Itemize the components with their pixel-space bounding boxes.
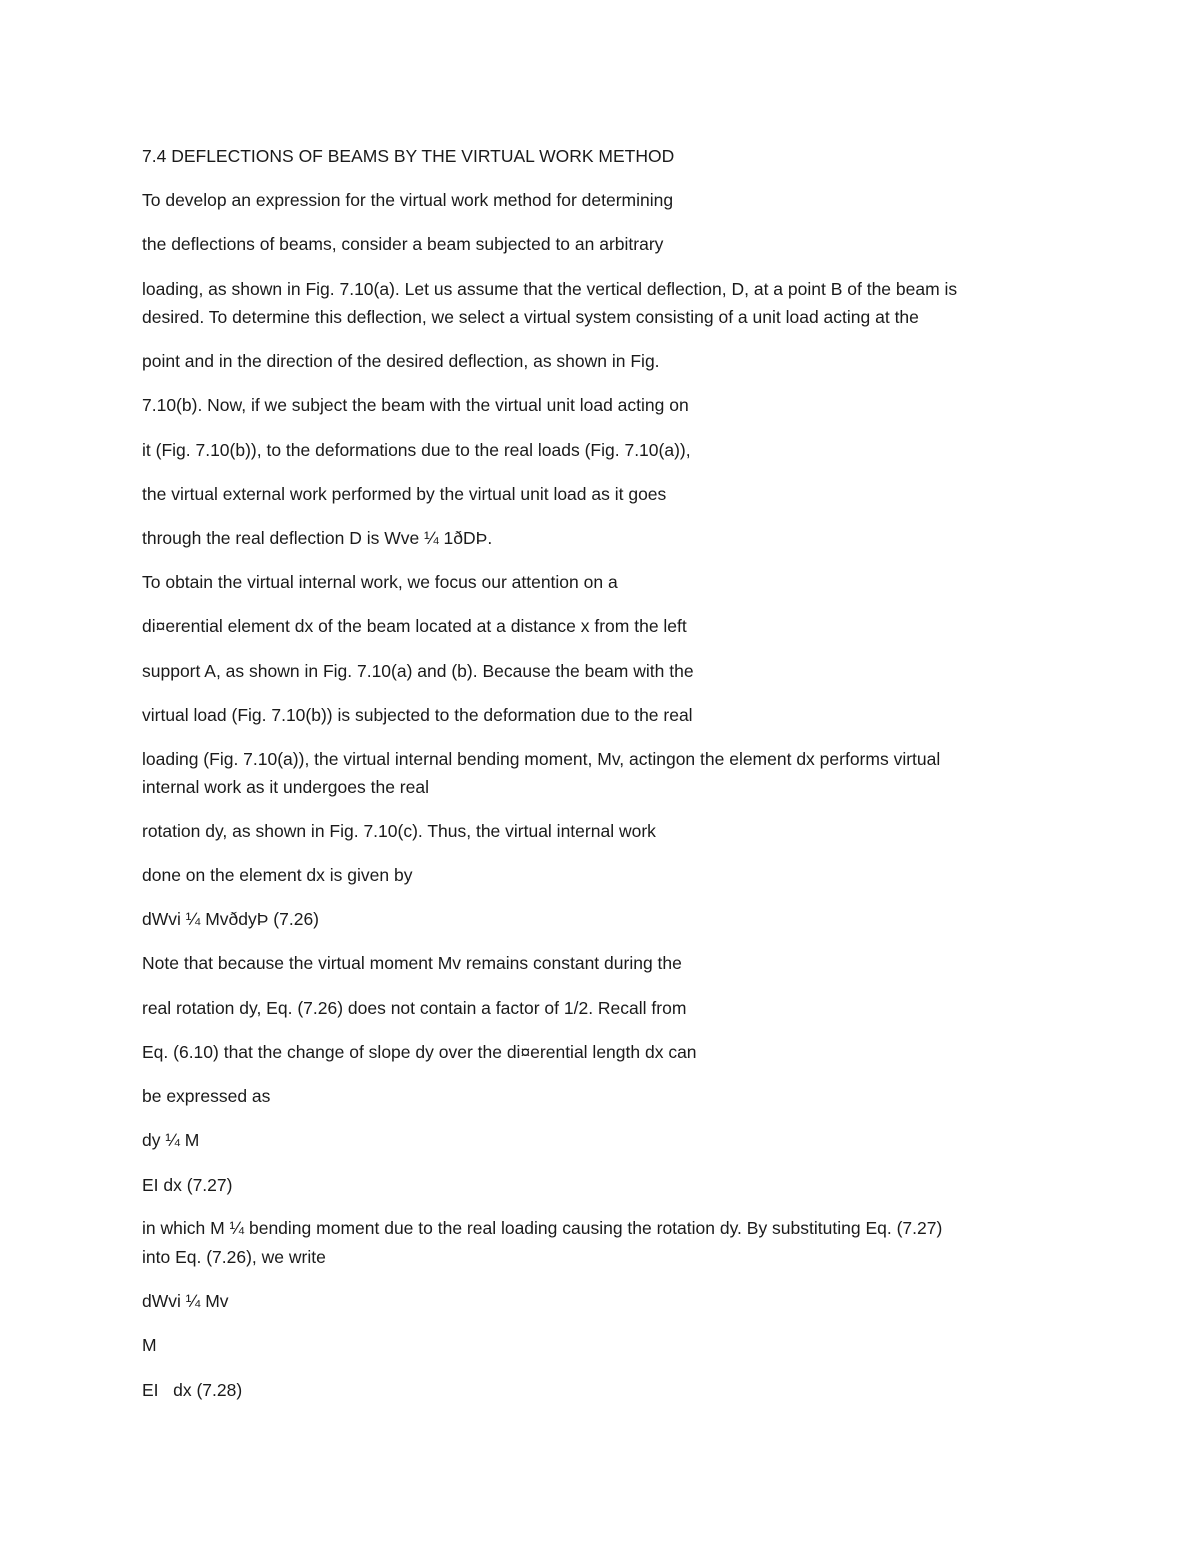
section-heading: 7.4 DEFLECTIONS OF BEAMS BY THE VIRTUAL WORK METHOD	[142, 146, 675, 166]
text-line: Eq. (6.10) that the change of slope dy over the di¤erential length dx can	[142, 1042, 697, 1062]
text-line: the virtual external work performed by the virtual unit load as it goes	[142, 484, 667, 504]
text-line: loading (Fig. 7.10(a)), the virtual internal bending moment, Mv, actingon the element dx performs virtual	[142, 749, 941, 769]
text-line: done on the element dx is given by	[142, 865, 413, 885]
text-line: the deflections of beams, consider a beam subjected to an arbitrary	[142, 234, 664, 254]
text-line: be expressed as	[142, 1086, 271, 1106]
equation-line: dWvi ¼ Mv	[142, 1291, 229, 1311]
text-line: loading, as shown in Fig. 7.10(a). Let us assume that the vertical deflection, D, at a point B of the beam is	[142, 279, 958, 299]
text-line: virtual load (Fig. 7.10(b)) is subjected to the deformation due to the real	[142, 705, 693, 725]
equation-line: dy ¼ M	[142, 1130, 200, 1150]
text-line: support A, as shown in Fig. 7.10(a) and (b). Because the beam with the	[142, 661, 694, 681]
text-line: in which M ¼ bending moment due to the real loading causing the rotation dy. By substituting Eq. (7.27)	[142, 1218, 943, 1238]
text-line: desired. To determine this deflection, we select a virtual system consisting of a unit load acting at the	[142, 307, 919, 327]
text-line: through the real deflection D is Wve ¼ 1ðDÞ.	[142, 528, 493, 548]
text-line: real rotation dy, Eq. (7.26) does not contain a factor of 1/2. Recall from	[142, 998, 687, 1018]
equation-line: EI dx (7.28)	[142, 1380, 243, 1400]
text-line: it (Fig. 7.10(b)), to the deformations due to the real loads (Fig. 7.10(a)),	[142, 440, 691, 460]
text-line: To develop an expression for the virtual work method for determining	[142, 190, 674, 210]
text-line: rotation dy, as shown in Fig. 7.10(c). Thus, the virtual internal work	[142, 821, 656, 841]
text-line: point and in the direction of the desired deflection, as shown in Fig.	[142, 351, 660, 371]
text-line: into Eq. (7.26), we write	[142, 1247, 326, 1267]
equation-line: dWvi ¼ MvðdyÞ (7.26)	[142, 909, 319, 929]
text-line: 7.10(b). Now, if we subject the beam with the virtual unit load acting on	[142, 395, 689, 415]
equation-line: EI dx (7.27)	[142, 1175, 233, 1195]
text-line: To obtain the virtual internal work, we focus our attention on a	[142, 572, 618, 592]
equation-line: M	[142, 1335, 157, 1355]
text-line: Note that because the virtual moment Mv remains constant during the	[142, 953, 682, 973]
text-line: internal work as it undergoes the real	[142, 777, 429, 797]
text-line: di¤erential element dx of the beam located at a distance x from the left	[142, 616, 687, 636]
